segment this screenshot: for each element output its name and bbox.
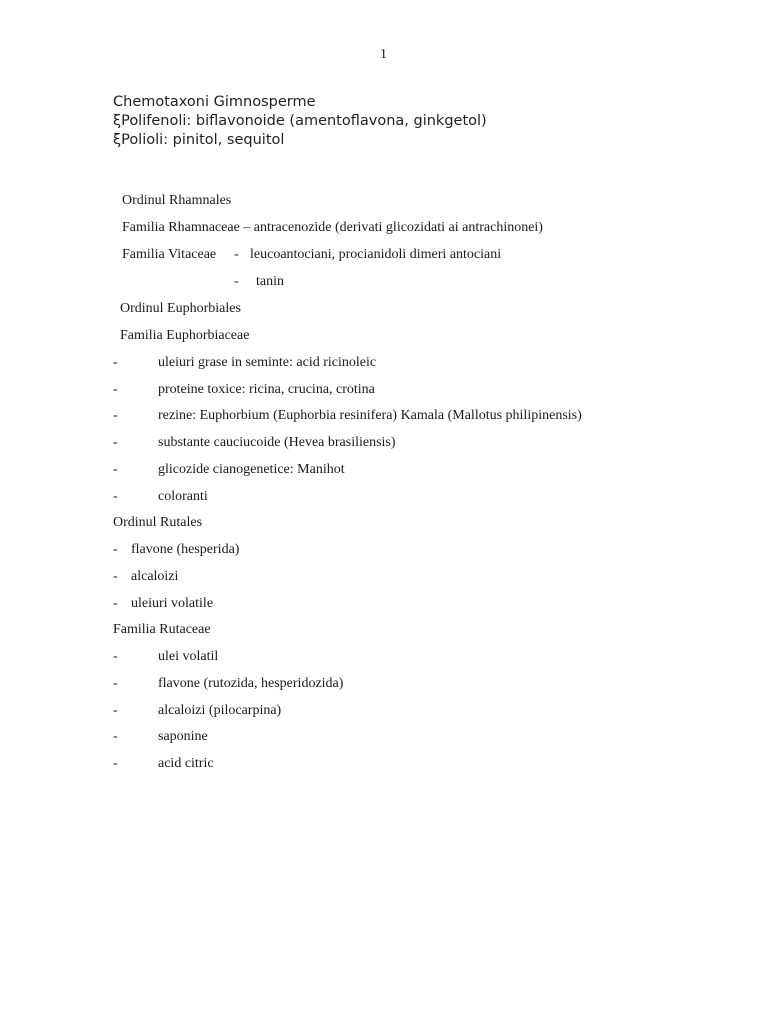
list-item xyxy=(0,703,768,723)
list-item xyxy=(0,676,768,696)
list-item-text: flavone (rutozida, hesperidozida) xyxy=(158,676,344,691)
list-item-text: uleiuri volatile xyxy=(131,596,214,611)
list-item xyxy=(0,382,768,402)
rhamnaceae-line: Familia Rhamnaceae – antracenozide (derivati glicozidati ai antrachinonei) xyxy=(122,220,543,235)
euphorbiales-order: Ordinul Euphorbiales xyxy=(120,301,241,316)
list-item-text: uleiuri grase in seminte: acid ricinoleic xyxy=(158,355,377,370)
list-item-text: glicozide cianogenetice: Manihot xyxy=(158,462,345,477)
list-dash: - xyxy=(113,489,118,504)
list-item-text: rezine: Euphorbium (Euphorbia resinifera) Kamala (Mallotus philipinensis) xyxy=(158,408,582,423)
list-item-text: coloranti xyxy=(158,489,208,504)
list-item xyxy=(0,355,768,375)
list-item-text: alcaloizi xyxy=(131,569,179,584)
list-dash: - xyxy=(113,649,118,664)
vitaceae-dash: - xyxy=(234,247,239,262)
list-dash: - xyxy=(113,435,118,450)
list-dash: - xyxy=(113,703,118,718)
list-item xyxy=(0,569,768,589)
list-dash: - xyxy=(113,542,118,557)
list-dash: - xyxy=(113,676,118,691)
list-dash: - xyxy=(113,408,118,423)
list-item-text: acid citric xyxy=(158,756,214,771)
euphorbiaceae-family: Familia Euphorbiaceae xyxy=(120,328,250,343)
list-item-text: alcaloizi (pilocarpina) xyxy=(158,703,282,718)
list-item-text: proteine toxice: ricina, crucina, crotina xyxy=(158,382,375,397)
list-dash: - xyxy=(113,596,118,611)
list-dash: - xyxy=(113,462,118,477)
gymno-line-polifenoli: ξPolifenoli: biflavonoide (amentoflavona, ginkgetol) xyxy=(113,113,487,129)
gymno-line-polioli: ξPolioli: pinitol, sequitol xyxy=(113,132,285,148)
vitaceae-item: tanin xyxy=(256,274,284,289)
list-item xyxy=(0,408,768,428)
list-dash: - xyxy=(113,382,118,397)
vitaceae-name: Familia Vitaceae xyxy=(122,247,217,262)
list-dash: - xyxy=(113,569,118,584)
list-item xyxy=(0,489,768,509)
list-item xyxy=(0,542,768,562)
page-number: 1 xyxy=(380,47,387,62)
list-item xyxy=(0,729,768,749)
list-dash: - xyxy=(113,355,118,370)
vitaceae-dash: - xyxy=(234,274,239,289)
list-item xyxy=(0,756,768,776)
vitaceae-item: leucoantociani, procianidoli dimeri antociani xyxy=(250,247,502,262)
rhamnales-order: Ordinul Rhamnales xyxy=(122,193,232,208)
gymno-title: Chemotaxoni Gimnosperme xyxy=(113,94,316,110)
list-item-text: substante cauciucoide (Hevea brasiliensis) xyxy=(158,435,396,450)
list-item xyxy=(0,462,768,482)
list-item-text: saponine xyxy=(158,729,208,744)
rutaceae-family: Familia Rutaceae xyxy=(113,622,211,637)
rutales-order: Ordinul Rutales xyxy=(113,515,203,530)
list-item xyxy=(0,649,768,669)
list-item xyxy=(0,596,768,616)
list-item-text: flavone (hesperida) xyxy=(131,542,240,557)
list-item-text: ulei volatil xyxy=(158,649,219,664)
list-dash: - xyxy=(113,729,118,744)
list-dash: - xyxy=(113,756,118,771)
list-item xyxy=(0,435,768,455)
